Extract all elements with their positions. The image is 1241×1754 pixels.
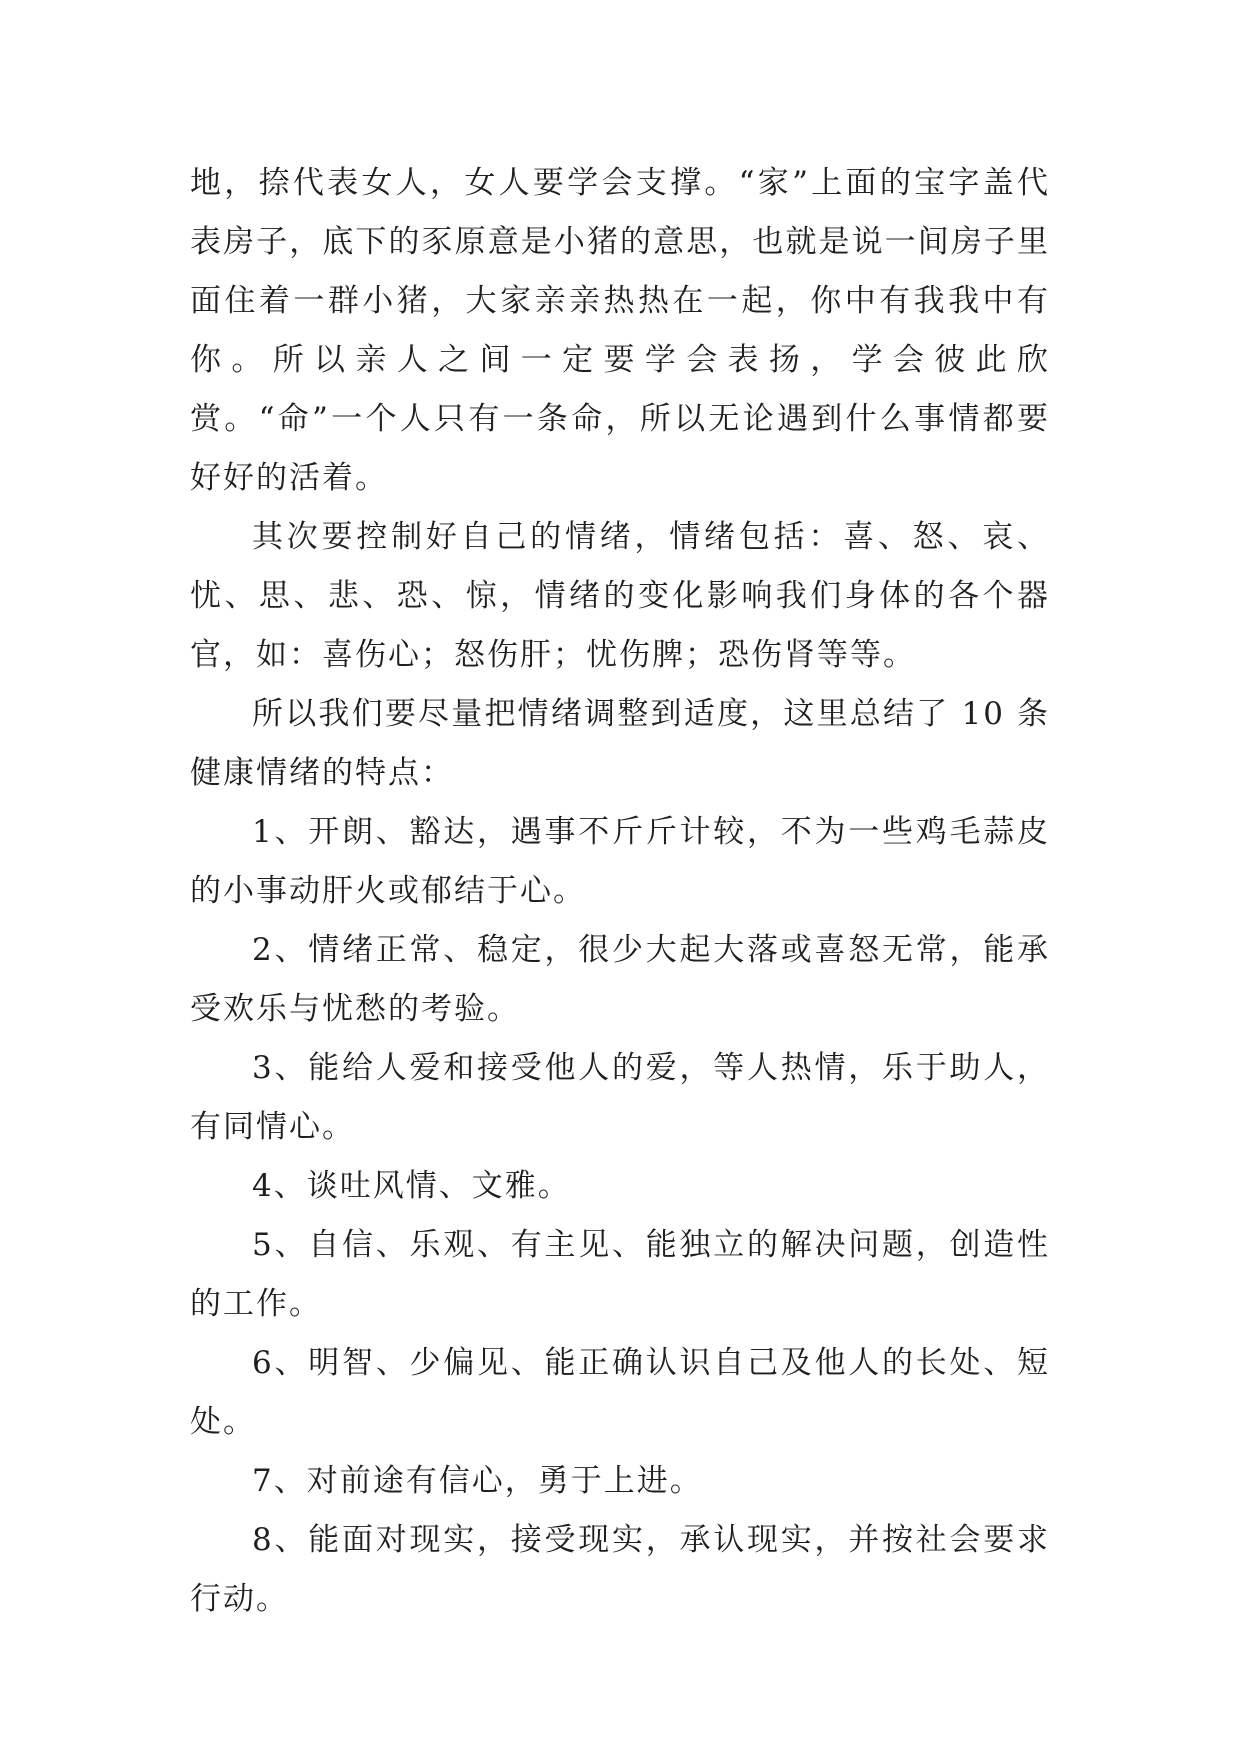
list-item-5: 5、自信、乐观、有主见、能独立的解决问题，创造性的工作。 [190, 1227, 1050, 1322]
paragraph-continuation: 地，捺代表女人，女人要学会支撑。“家”上面的宝字盖代表房子，底下的豕原意是小猪的意思，也就是说一间房子里面住着一群小猪，大家亲亲热热在一起，你中有我我中有你。所以亲人之间一定要学会表扬，学会彼此欣赏。“命”一个人只有一条命，所以无论遇到什么事情都要好好的活着。 [190, 165, 1050, 496]
list-item-2: 2、情绪正常、稳定，很少大起大落或喜怒无常，能承受欢乐与忧愁的考验。 [190, 932, 1050, 1027]
list-item-1: 1、开朗、豁达，遇事不斤斤计较，不为一些鸡毛蒜皮的小事动肝火或郁结于心。 [190, 814, 1050, 909]
list-item-4: 4、谈吐风情、文雅。 [252, 1168, 571, 1204]
list-item-6: 6、明智、少偏见、能正确认识自己及他人的长处、短处。 [190, 1345, 1050, 1440]
document-page [190, 154, 1050, 1629]
list-item-8: 8、能面对现实，接受现实，承认现实，并按社会要求行动。 [190, 1522, 1050, 1617]
list-item-3: 3、能给人爱和接受他人的爱，等人热情，乐于助人，有同情心。 [190, 1050, 1050, 1145]
paragraph-summary-intro: 所以我们要尽量把情绪调整到适度，这里总结了 10 条健康情绪的特点： [190, 696, 1050, 791]
list-item-7: 7、对前途有信心，勇于上进。 [252, 1463, 703, 1499]
paragraph-emotions: 其次要控制好自己的情绪，情绪包括：喜、怒、哀、忧、思、悲、恐、惊，情绪的变化影响我们身体的各个器官，如：喜伤心；怒伤肝；忧伤脾；恐伤肾等等。 [190, 519, 1050, 673]
